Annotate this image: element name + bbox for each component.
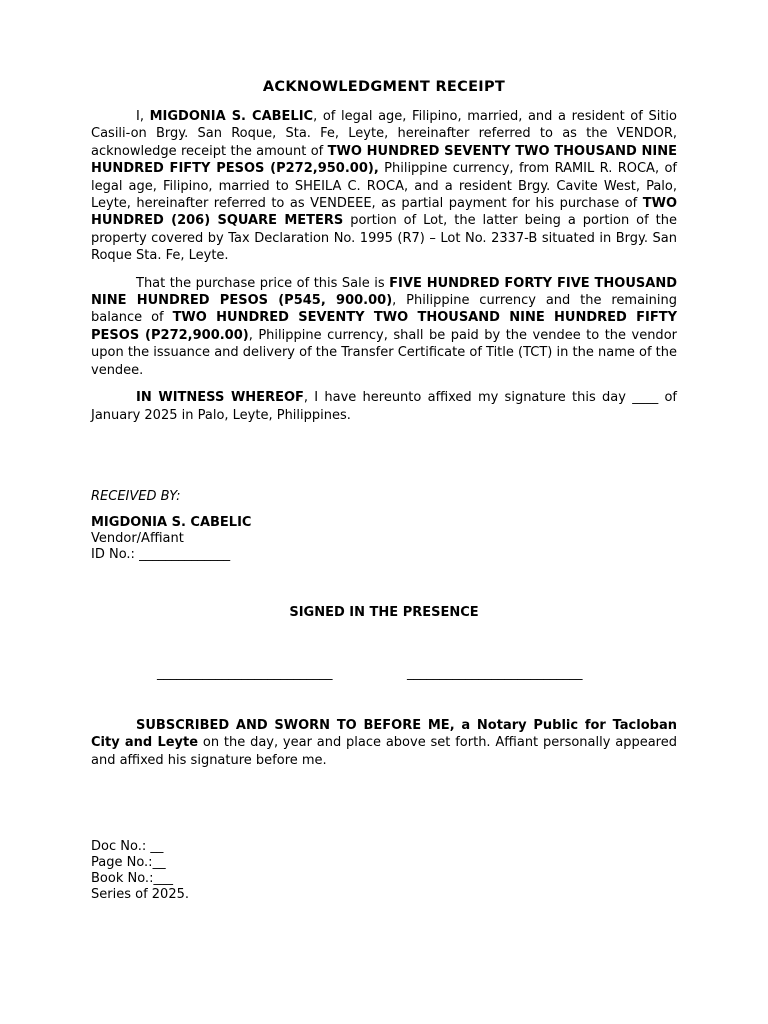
text-run: Philippine currency, from RAMIL R. ROCA, of legal age, Filipino, married to SHEILA C. ROCA, and a resident Brgy. Cavite West, Palo, Leyte, hereinafter referred to as VENDEEE, as partial payment for his purchase of bbox=[91, 161, 677, 212]
amount-received: TWO HUNDRED SEVENTY TWO THOUSAND NINE HUNDRED FIFTY PESOS (P272,950.00), bbox=[91, 143, 677, 177]
witness-signature-line-2: ___________________________ bbox=[407, 666, 583, 681]
text-run: I, bbox=[136, 109, 150, 124]
signatory-name: MIGDONIA S. CABELIC bbox=[91, 515, 252, 530]
signatory-role: Vendor/Affiant bbox=[91, 531, 184, 546]
signatory-block bbox=[91, 515, 251, 563]
book-no: Book No.:___ bbox=[91, 871, 173, 886]
received-by-label: RECEIVED BY: bbox=[91, 489, 181, 504]
notary-block bbox=[91, 717, 677, 779]
remaining-balance: TWO HUNDRED SEVENTY TWO THOUSAND NINE HUNDRED FIFTY PESOS (P272,900.00) bbox=[91, 310, 677, 343]
notary-heading: SUBSCRIBED AND SWORN TO BEFORE ME, a Notary Public for Tacloban City and Leyte bbox=[91, 718, 677, 751]
page-no: Page No.:__ bbox=[91, 855, 166, 870]
text-run: on the day, year and place above set forth. Affiant personally appeared and affixed his signature before me. bbox=[91, 735, 677, 768]
doc-no: Doc No.: __ bbox=[91, 839, 164, 854]
text-run: , Philippine currency, shall be paid by the vendee to the vendor upon the issuance and delivery of the Transfer Certificate of Title (TCT) in the name of the vendee. bbox=[91, 327, 677, 378]
text-run: That the purchase price of this Sale is bbox=[136, 275, 390, 291]
document-body bbox=[91, 108, 677, 434]
text-run: , I have hereunto affixed my signature this day ____ of January 2025 in Palo, Leyte, Philippines. bbox=[91, 390, 677, 423]
paragraph-purchase-price bbox=[91, 275, 677, 379]
text-run: , Philippine currency and the remaining balance of bbox=[91, 293, 677, 326]
series-year: Series of 2025. bbox=[91, 887, 189, 902]
notarial-register-info bbox=[91, 839, 189, 903]
paragraph-witness-whereof bbox=[91, 389, 677, 424]
witness-whereof-heading: IN WITNESS WHEREOF bbox=[136, 390, 304, 406]
paragraph-acknowledgment bbox=[91, 108, 677, 265]
signed-in-presence-heading: SIGNED IN THE PRESENCE bbox=[289, 605, 479, 620]
witness-signature-line-1: ___________________________ bbox=[157, 666, 333, 681]
lot-area: TWO HUNDRED (206) SQUARE METERS bbox=[91, 196, 677, 229]
purchase-price: FIVE HUNDRED FORTY FIVE THOUSAND NINE HUNDRED PESOS (P545, 900.00) bbox=[91, 275, 677, 309]
vendor-name: MIGDONIA S. CABELIC bbox=[149, 109, 314, 124]
signatory-id-line: ID No.: ______________ bbox=[91, 547, 231, 562]
text-run: portion of Lot, the latter being a portion of the property covered by Tax Declaration No. 1995 (R7) – Lot No. 2337-B situated in Brgy. San Roque Sta. Fe, Leyte. bbox=[91, 213, 677, 264]
paragraph-notary bbox=[91, 717, 677, 769]
text-run: , of legal age, Filipino, married, and a resident of Sitio Casili-on Brgy. San Roque, Sta. Fe, Leyte, hereinafter referred to as the VENDOR, acknowledge receipt the amount of bbox=[91, 109, 677, 159]
document-title: ACKNOWLEDGMENT RECEIPT bbox=[262, 79, 506, 95]
